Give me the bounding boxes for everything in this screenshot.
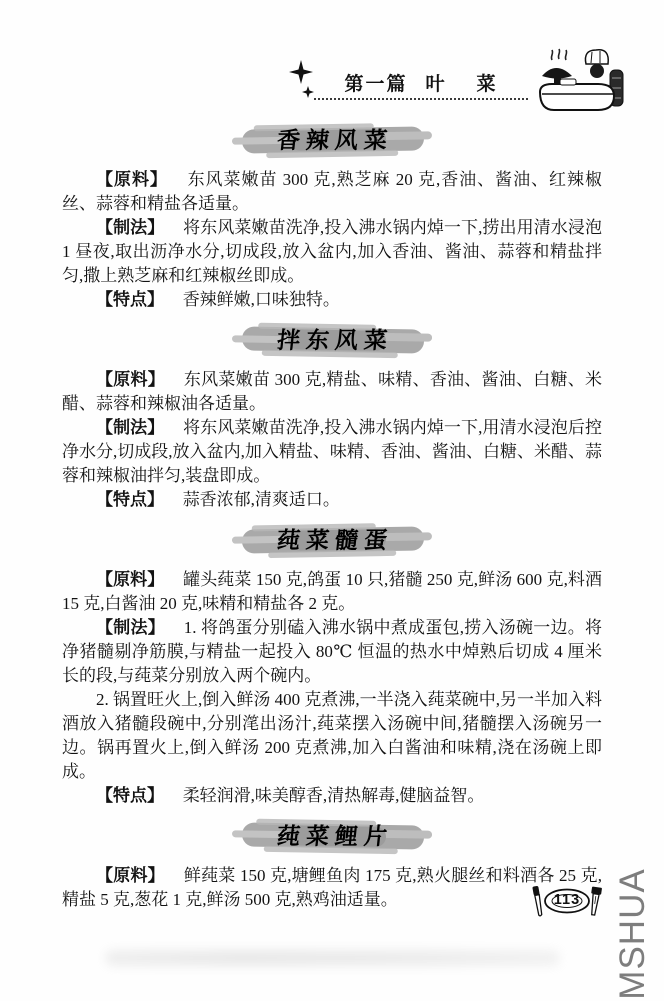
method-step-1: 1. 将鸽蛋分别磕入沸水锅中煮成蛋包,捞入汤碗一边。将净猪髓剔净筋膜,与精盐一起投入 80℃ 恒温的热水中焯熟后切成 4 厘米长的段,与莼菜分别放入两个碗内。	[62, 618, 603, 685]
recipe-title-banner	[232, 816, 432, 858]
sparkle-stars-icon	[288, 58, 316, 107]
method-paragraph	[62, 616, 602, 688]
page-number-badge	[524, 884, 608, 918]
features-paragraph	[62, 288, 602, 312]
method-text: 将东风菜嫩苗洗净,投入沸水锅内焯一下,用清水浸泡后控净水分,切成段,放入盆内,加入精盐、味精、香油、酱油、白糖、米醋、蒜蓉和辣椒油拌匀,装盘即成。	[62, 418, 602, 485]
features-text: 柔轻润滑,味美醇香,清热解毒,健脑益智。	[182, 786, 485, 805]
recipe-title: 拌东风菜	[275, 328, 395, 353]
fork-icon	[588, 886, 602, 915]
features-paragraph	[62, 784, 602, 808]
section-word-1: 叶	[425, 74, 447, 95]
recipe-title-banner	[232, 120, 432, 162]
method-step-2: 2. 锅置旺火上,倒入鲜汤 400 克煮沸,一半浇入莼菜碗中,另一半加入料酒放入猪髓段碗中,分别滗出汤汁,莼菜摆入汤碗中间,猪髓摆入汤碗另一边。锅再置火上,倒入鲜汤 200 克煮沸,加入白酱油和味精,浇在汤碗上即成。	[62, 690, 602, 781]
knife-icon	[532, 886, 543, 917]
ingredients-paragraph	[62, 168, 602, 216]
page-header	[288, 50, 624, 120]
recipe-title-banner	[232, 520, 432, 562]
ingredients-paragraph	[62, 368, 602, 416]
method-paragraph	[62, 216, 602, 288]
method-label: 【制法】	[96, 618, 166, 637]
ingredients-label: 【原料】	[96, 866, 165, 885]
method-text: 将东风菜嫩苗洗净,投入沸水锅内焯一下,捞出用清水浸泡 1 昼夜,取出沥净水分,切成段,放入盆内,加入香油、酱油、蒜蓉和精盐拌匀,撒上熟芝麻和红辣椒丝即成。	[62, 218, 602, 285]
page-body	[0, 112, 664, 912]
ingredients-text: 东风菜嫩苗 300 克,熟芝麻 20 克,香油、酱油、红辣椒丝、蒜蓉和精盐各适量。	[62, 170, 603, 213]
watermark: MSHUA	[613, 868, 652, 1000]
method-paragraph	[62, 688, 602, 784]
features-text: 香辣鲜嫩,口味独特。	[182, 290, 340, 309]
method-paragraph	[62, 416, 602, 488]
ingredients-label: 【原料】	[96, 570, 165, 589]
recipe-title: 莼菜鲤片	[275, 824, 395, 849]
features-text: 蒜香浓郁,清爽适口。	[182, 490, 340, 509]
features-label: 【特点】	[96, 490, 164, 509]
ingredients-text: 鲜莼菜 150 克,塘鲤鱼肉 175 克,熟火腿丝和料酒各 25 克,精盐 5 克,葱花 1 克,鲜汤 500 克,熟鸡油适量。	[62, 866, 603, 909]
recipe-title: 香辣风菜	[275, 128, 395, 153]
features-label: 【特点】	[96, 786, 164, 805]
ingredients-label: 【原料】	[96, 170, 168, 189]
recipe-title-banner	[232, 320, 432, 362]
recipe-title: 莼菜髓蛋	[275, 528, 395, 553]
ingredients-paragraph	[62, 568, 602, 616]
ingredients-text: 东风菜嫩苗 300 克,精盐、味精、香油、酱油、白糖、米醋、蒜蓉和辣椒油各适量。	[62, 370, 603, 413]
method-label: 【制法】	[96, 418, 165, 437]
features-label: 【特点】	[96, 290, 164, 309]
ingredients-paragraph	[62, 864, 602, 912]
ingredients-label: 【原料】	[96, 370, 165, 389]
page-number: 113	[553, 892, 581, 908]
method-label: 【制法】	[96, 218, 165, 237]
section-word-2: 菜	[476, 74, 498, 95]
chapter-title	[314, 64, 528, 100]
ingredients-text: 罐头莼菜 150 克,鸽蛋 10 只,猪髓 250 克,鲜汤 600 克,料酒 15 克,白酱油 20 克,味精和精盐各 2 克。	[62, 570, 603, 613]
scan-artifact	[105, 950, 560, 966]
chapter-label: 第一篇	[344, 74, 408, 95]
features-paragraph	[62, 488, 602, 512]
